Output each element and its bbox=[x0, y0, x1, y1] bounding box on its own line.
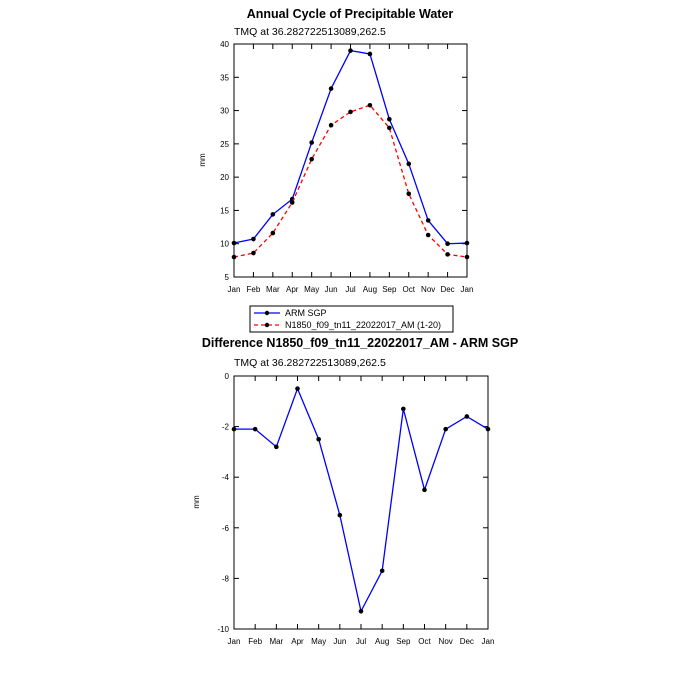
chart1-series-1-point bbox=[329, 86, 334, 91]
chart1-series-2-point bbox=[290, 200, 295, 205]
chart1-y-tick-label: 10 bbox=[220, 239, 229, 249]
chart1-x-tick-label: Jan bbox=[460, 285, 474, 294]
chart1-series-2-point bbox=[271, 231, 276, 236]
chart1-series-2-point bbox=[232, 255, 237, 260]
chart1-y-tick-label: 15 bbox=[220, 206, 229, 216]
chart1-plot-frame bbox=[234, 44, 467, 277]
chart1-y-tick-label: 20 bbox=[220, 173, 229, 183]
chart1-series-1-point bbox=[387, 117, 392, 122]
chart1-series-1-point bbox=[445, 241, 450, 246]
chart1-y-tick-label: 5 bbox=[224, 273, 229, 282]
chart1-y-tick-label: 30 bbox=[220, 106, 229, 116]
chart2-x-tick-label: Oct bbox=[418, 637, 431, 646]
chart2-series-1-line bbox=[234, 389, 488, 612]
chart1-x-tick-label: Nov bbox=[421, 285, 436, 294]
chart2-series-1-point bbox=[422, 488, 427, 493]
chart2-y-tick-label: -4 bbox=[221, 473, 229, 483]
chart2-title: Difference N1850_f09_tn11_22022017_AM - ARM SGP bbox=[201, 336, 519, 350]
chart2-series-1-point bbox=[359, 609, 364, 614]
chart1-series-2-point bbox=[387, 126, 392, 131]
chart2-x-tick-label: Nov bbox=[438, 637, 453, 646]
chart1-series-2-point bbox=[406, 191, 411, 196]
chart1-series-1-point bbox=[368, 52, 373, 57]
difference-chart bbox=[192, 336, 518, 646]
chart1-x-tick-label: Feb bbox=[246, 285, 261, 294]
chart1-series-2-line bbox=[234, 105, 467, 257]
chart2-series-1-point bbox=[486, 427, 491, 432]
legend-marker-model bbox=[265, 323, 269, 327]
chart1-x-tick-label: Jun bbox=[324, 285, 338, 294]
chart2-x-tick-label: Feb bbox=[248, 637, 263, 646]
chart2-y-tick-label: 0 bbox=[224, 372, 229, 381]
chart1-series-1-point bbox=[309, 140, 314, 145]
chart1-x-tick-label: May bbox=[304, 285, 320, 294]
chart1-subtitle: TMQ at 36.282722513089,262.5 bbox=[234, 26, 386, 38]
chart2-x-tick-label: Jul bbox=[355, 637, 367, 646]
chart2-y-tick-label: -6 bbox=[221, 523, 229, 533]
chart1-series-2-point bbox=[251, 251, 256, 256]
legend-label-model: N1850_f09_tn11_22022017_AM (1-20) bbox=[285, 320, 441, 330]
chart2-y-axis-label: mm bbox=[192, 495, 201, 509]
chart1-y-tick-label: 25 bbox=[220, 139, 229, 149]
chart1-series-1-point bbox=[348, 48, 353, 53]
chart2-x-tick-label: Apr bbox=[291, 637, 304, 646]
chart1-series-2-point bbox=[348, 110, 353, 115]
chart2-x-tick-label: Dec bbox=[459, 637, 474, 646]
chart2-series-1-point bbox=[316, 437, 321, 442]
chart2-x-tick-label: Jan bbox=[227, 637, 241, 646]
chart2-series-1-point bbox=[295, 386, 300, 391]
chart2-x-tick-label: May bbox=[311, 637, 327, 646]
chart1-series-2-point bbox=[445, 252, 450, 257]
chart2-series-1-point bbox=[274, 445, 279, 450]
chart1-series-1-point bbox=[271, 212, 276, 217]
chart1-series-1-point bbox=[251, 237, 256, 242]
legend-label-arm-sgp: ARM SGP bbox=[285, 308, 327, 318]
chart1-series-1-point bbox=[465, 241, 470, 246]
chart2-series-1-point bbox=[380, 569, 385, 574]
chart2-y-tick-label: -2 bbox=[221, 422, 229, 432]
chart1-series-2-point bbox=[426, 233, 431, 238]
chart1-series-1-point bbox=[426, 218, 431, 223]
chart1-legend bbox=[250, 306, 453, 332]
chart1-series-1-point bbox=[406, 162, 411, 167]
chart1-x-tick-label: Mar bbox=[265, 285, 280, 294]
chart1-x-tick-label: Oct bbox=[402, 285, 415, 294]
chart1-x-tick-label: Sep bbox=[382, 285, 397, 294]
annual-cycle-chart bbox=[198, 7, 473, 294]
chart1-y-tick-label: 35 bbox=[220, 73, 229, 83]
chart1-x-tick-label: Aug bbox=[362, 285, 378, 294]
chart1-series-1-line bbox=[234, 51, 467, 244]
chart2-series-1-point bbox=[253, 427, 258, 432]
legend-marker-arm-sgp bbox=[265, 311, 269, 315]
chart2-series-1-point bbox=[465, 414, 470, 419]
chart2-x-tick-label: Mar bbox=[269, 637, 284, 646]
chart1-title: Annual Cycle of Precipitable Water bbox=[246, 7, 454, 21]
chart2-subtitle: TMQ at 36.282722513089,262.5 bbox=[234, 357, 386, 369]
chart2-plot-frame bbox=[234, 376, 488, 629]
chart1-x-tick-label: Dec bbox=[440, 285, 455, 294]
chart1-series-2-point bbox=[329, 123, 334, 128]
chart2-x-tick-label: Jan bbox=[481, 637, 495, 646]
chart1-series-2-point bbox=[465, 255, 470, 260]
chart2-series-1-point bbox=[401, 407, 406, 412]
chart2-y-tick-label: -8 bbox=[221, 574, 229, 584]
chart1-y-tick-label: 40 bbox=[220, 40, 229, 49]
chart1-series bbox=[232, 48, 470, 259]
chart2-y-tick-label: -10 bbox=[217, 625, 229, 634]
chart1-series-2-point bbox=[368, 103, 373, 108]
chart1-ticks bbox=[220, 40, 473, 294]
chart1-x-tick-label: Jan bbox=[227, 285, 241, 294]
chart1-y-axis-label: mm bbox=[198, 153, 207, 167]
chart1-x-tick-label: Apr bbox=[286, 285, 299, 294]
chart1-x-tick-label: Jul bbox=[345, 285, 356, 294]
chart1-series-2-point bbox=[309, 157, 314, 162]
chart2-x-tick-label: Aug bbox=[375, 637, 390, 646]
chart2-x-tick-label: Jun bbox=[333, 637, 347, 646]
chart2-ticks bbox=[217, 372, 494, 646]
chart1-series-1-point bbox=[232, 241, 237, 246]
chart2-series-1-point bbox=[338, 513, 343, 518]
chart2-x-tick-label: Sep bbox=[396, 637, 411, 646]
chart2-series-1-point bbox=[232, 427, 237, 432]
chart2-series bbox=[232, 386, 491, 613]
chart2-series-1-point bbox=[443, 427, 448, 432]
